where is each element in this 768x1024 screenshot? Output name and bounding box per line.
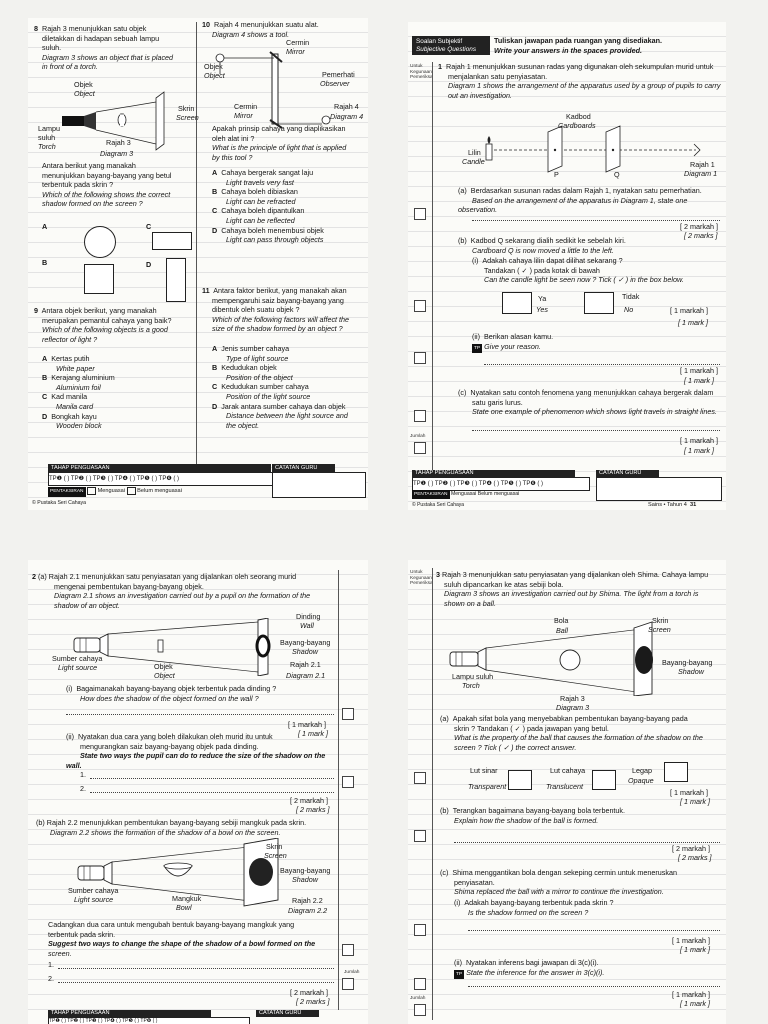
lbl-translucent: Translucent [546,782,584,791]
q9-option-b[interactable]: B Kerajang aluminium Aluminium foil [42,373,115,392]
q3b-markah: [ 2 markah ] [672,844,710,853]
q3b-mark-box[interactable] [414,830,426,842]
lbl-mangkuk: Mangkuk [172,894,202,903]
q2ai-marks: [ 1 mark ] [298,729,328,738]
worksheet-page-bottom-right [408,560,726,1024]
q8-stem-en2: shadow formed on the screen ? [42,199,143,209]
q8-lbl-diagram: Diagram 3 [100,149,134,158]
q2b-stem: Cadangkan dua cara untuk mengubah bentuk bayang-bayang mangkuk yang terbentuk pada skrin. Suggest two ways to change the shape of the shadow of a bowl formed on the screen. [48,920,316,958]
q11-text: 11 Antara faktor berikut, yang manakah akan mempengaruhi saiz bayang-bayang yang dibentuk oleh suatu objek ? Which of the following factors will affect the size of the shadow formed by an object ? [202,286,350,334]
q8-option-b-label[interactable]: B [42,258,48,267]
catatan-guru-bar: CATATAN GURU [256,1010,319,1017]
q1c-answer-line[interactable] [472,430,720,431]
q10-lbl-rajah: Rajah 4 [334,102,359,111]
q8-en2: in front of a torch. [42,62,98,72]
lbl-p: P [554,170,559,179]
column-divider [196,22,197,464]
q9-l2: merupakan pemantul cahaya yang baik? [42,315,172,325]
q8-lbl-skrin: Skrin [178,104,195,113]
instruction-en: Write your answers in the spaces provided. [494,46,643,55]
q3b-marks: [ 2 marks ] [678,853,712,862]
q2aii-answer-line-2[interactable] [90,792,334,793]
q8-option-c-label[interactable]: C [146,222,152,231]
q8-line2: diletakkan di hadapan sebuah lampu [42,33,160,43]
pentaksiran-row: PENTAKSIRAN Menguasai Belum menguasai [414,491,520,497]
q2ai-mark-box[interactable] [342,708,354,720]
q8-option-d-tall-rectangle[interactable] [166,258,186,302]
margin-divider [432,62,433,474]
q10-e1: Diagram 4 shows a tool. [212,29,290,39]
q1c-mark-box[interactable] [414,410,426,422]
lbl-diagram1: Diagram 1 [684,169,718,178]
lbl-light-source: Light source [58,663,98,672]
q1a-text: (a) Berdasarkan susunan radas dalam Rajah 1, nyatakan satu pemerhatian. Based on the arrangement of the apparatus in Diagram 1, state one observation. [458,186,702,215]
q10-option-c[interactable]: C Cahaya boleh dipantulkan Light can be reflected [212,206,305,225]
q8-stem3: terbentuk pada skrin ? [42,180,114,190]
lbl-candle: Candle [462,157,485,166]
torch-icon [78,866,104,880]
lbl-bayang: Bayang-bayang [662,658,713,667]
pentaksiran-row: PENTAKSIRAN Menguasai Belum menguasai [48,486,182,496]
q8-stem [42,161,194,209]
q3ci-mark-box[interactable] [414,924,426,936]
lbl-rajah1: Rajah 1 [690,160,715,169]
lbl-bayang: Bayang-bayang [280,638,331,647]
tahap-penguasaan-bar: TAHAP PENGUASAAN [48,464,271,472]
belum-menguasai-checkbox[interactable] [127,487,136,495]
q1-intro: 1 Rajah 1 menunjukkan susunan radas yang digunakan oleh sekumpulan murid untuk menjalankan satu penyiasatan. Diagram 1 shows the arrangement of the apparatus used by a group of pupils to carry out an investigation. [438,62,721,100]
q8-lbl-lampu: Lampu [38,124,60,133]
q9-e2: reflector of light ? [42,334,98,344]
q8-lbl-suluh: suluh [38,133,56,142]
jumlah-box[interactable] [414,442,426,454]
checkbox-opaque[interactable] [664,762,688,782]
screen-icon [156,92,164,150]
q10-lbl-pemerhati: Pemerhati [322,70,355,79]
lbl-bowl: Bowl [176,903,192,912]
q9-option-a[interactable]: A Kertas putih White paper [42,354,95,373]
lbl-rajah22: Rajah 2.2 [292,896,323,905]
q1bi-markah: [ 1 markah ] [670,306,708,315]
q3a-text: (a) Apakah sifat bola yang menyebabkan pembentukan bayang-bayang pada skrin ? Tandakan ( ✓ ) pada jawapan yang betul. What is the property of the ball that causes the formation of the shadow on the screen ? Tick ( ✓ ) the correct answer. [440,714,703,752]
q3ci-text: (i) Adakah bayang-bayang terbentuk pada skrin ? Is the shadow formed on the screen ? [454,898,614,917]
q8-number: 8 [34,24,38,33]
q8-lbl-objek: Objek [74,80,93,89]
q8-text [34,24,192,72]
q1bii-answer-line[interactable] [484,364,720,365]
q1bii-marks: [ 1 mark ] [684,376,714,385]
jumlah-box[interactable] [414,1004,426,1016]
q8-option-c-rectangle[interactable] [152,232,192,250]
lbl-lut-sinar: Lut sinar [470,766,498,775]
q9-e1: Which of the following objects is a good [42,325,168,335]
q3cii-text: (ii) Nyatakan inferens bagi jawapan di 3(c)(i). TP State the inference for the answer in 3(c)(i). [454,958,722,979]
q10-lbl-mirror2: Mirror [234,111,253,120]
lbl-objek: Objek [154,662,173,671]
q1c-marks: [ 1 mark ] [684,446,714,455]
q8-lbl-rajah: Rajah 3 [106,138,131,147]
tahap-penguasaan-bar: TAHAP PENGUASAAN [412,470,575,477]
margin-divider [432,568,433,1020]
lbl-bayang2: Bayang-bayang [280,866,331,875]
q2aii-n2: 2. [80,784,86,793]
q2b-intro: (b) Rajah 2.2 menunjukkan pembentukan bayang-bayang sebiji mangkuk pada skrin. Diagram 2.2 shows the formation of the shadow of a bowl on the screen. [36,818,307,837]
tp-level-checkboxes[interactable]: TP❶ ( ) TP❷ ( ) TP❸ ( ) TP❹ ( ) TP❺ ( ) TP❻ ( ) [412,477,590,491]
q2b-n1: 1. [48,960,54,969]
tahap-penguasaan-bar: TAHAP PENGUASAAN [48,1010,211,1017]
lbl-skrin: Skrin [266,842,283,851]
lbl-yes: Yes [536,305,548,314]
q2ai-text: (i) Bagaimanakah bayang-bayang objek terbentuk pada dinding ? How does the shadow of the object formed on the wall ? [66,684,277,703]
checkbox-translucent[interactable] [592,770,616,790]
q1a-markah: [ 2 markah ] [680,222,718,231]
margin-divider [338,570,339,1010]
q8-stem-en1: Which of the following shows the correct [42,189,171,199]
lbl-lilin: Lilin [468,148,481,157]
lbl-torch: Torch [462,681,480,690]
checkbox-no[interactable] [584,292,614,314]
ball-icon [560,650,580,670]
q1bi-mark-box[interactable] [414,300,426,312]
q10-number: 10 [202,20,210,29]
lbl-ya: Ya [538,294,547,303]
lbl-transparent: Transparent [468,782,507,791]
q8-line3: suluh. [42,43,62,53]
q3cii-marks: [ 1 mark ] [680,999,710,1008]
q9-number: 9 [34,306,38,315]
lbl-sumber2: Sumber cahaya [68,886,119,895]
q3a-marks: [ 1 mark ] [680,797,710,806]
lbl-rajah3: Rajah 3 [560,694,585,703]
examiner-use-tag: Untuk Kegunaan Pemeriksa [410,64,433,80]
q8-line1: Rajah 3 menunjukkan satu objek [42,24,147,33]
tp-tag: TP [472,344,482,354]
q3b-text: (b) Terangkan bagaimana bayang-bayang bola terbentuk. Explain how the shadow of the ball is formed. [440,806,626,825]
lbl-lut-cahaya: Lut cahaya [550,766,586,775]
q8-lbl-torch: Torch [38,142,56,151]
lbl-shadow: Shadow [292,647,318,656]
lbl-wall: Wall [300,621,314,630]
q10-option-b[interactable]: B Cahaya boleh dibiaskan Light can be refracted [212,187,298,206]
lbl-q: Q [614,170,620,179]
instruction-ms: Tuliskan jawapan pada ruangan yang disediakan. [494,36,663,45]
q1c-markah: [ 1 markah ] [680,436,718,445]
q9-text [34,306,194,344]
q10-text [202,20,366,39]
q8-lbl-object: Object [74,89,95,98]
q2aii-answer-line-1[interactable] [90,778,334,779]
q2aii-n1: 1. [80,770,86,779]
q3cii-mark-box[interactable] [414,978,426,990]
q2a-intro: 2 (a) Rajah 2.1 menunjukkan satu penyiasatan yang dijalankan oleh seorang murid mengenai pembentukan bayang-bayang objek. Diagram 2.1 shows an investigation carried out by a pupil on the formation of the shadow of an object. [32,572,311,610]
q11-options [212,344,366,430]
q3ci-markah: [ 1 markah ] [672,936,710,945]
q1bi-text: (i) Adakah cahaya lilin dapat dilihat sekarang ? Tandakan ( ✓ ) pada kotak di bawah Can the candle light be seen now ? Tick ( ✓ ) in the box below. [472,256,684,285]
checkbox-yes[interactable] [502,292,532,314]
q10-lbl-objek: Objek [204,62,223,71]
lbl-sumber: Sumber cahaya [52,654,103,663]
q8-diagram-torch-object-screen [34,78,194,160]
tp-tag: TP [454,970,464,980]
jumlah-box[interactable] [342,978,354,990]
worksheet-page-bottom-left [28,560,368,1024]
q2aii-mark-box[interactable] [342,776,354,788]
lbl-tidak: Tidak [622,292,640,301]
lbl-rajah21: Rajah 2.1 [290,660,321,669]
lbl-lampu-suluh: Lampu suluh [452,672,494,681]
q2b-answer-line-2[interactable] [58,982,334,983]
worksheet-page-top-left [28,18,368,510]
lbl-bola: Bola [554,616,569,625]
publisher-footer: © Pustaka Seri Cahaya [32,500,86,506]
q1bii-mark-box[interactable] [414,352,426,364]
tp-level-checkboxes[interactable]: TP❶ ( ) TP❷ ( ) TP❸ ( ) TP❹ ( ) TP❺ ( ) TP❻ ( ) [48,1017,250,1024]
checkbox-transparent[interactable] [508,770,532,790]
q1bi-marks: [ 1 mark ] [678,318,708,327]
q10-option-a[interactable]: A Cahaya bergerak sangat laju Light travels very fast [212,168,314,187]
q3cii-markah: [ 1 markah ] [672,990,710,999]
lbl-kadbod: Kadbod [566,112,591,121]
jumlah-label: Jumlah [410,434,426,439]
q9-option-c[interactable]: C Kad manila Manila card [42,392,94,411]
lbl-diagram22: Diagram 2.2 [288,906,328,915]
q2b-markah: [ 2 markah ] [290,988,328,997]
catatan-guru-box[interactable] [272,472,366,498]
lbl-shadow: Shadow [678,667,704,676]
q10-lbl-observer: Observer [320,79,350,88]
q10-option-d[interactable]: D Cahaya boleh menembusi objek Light can pass through objects [212,225,324,245]
q8-en1: Diagram 3 shows an object that is placed [42,52,174,62]
q3b-answer-line[interactable] [454,842,720,843]
q1a-answer-line[interactable] [472,220,720,221]
q11-option-d[interactable]: D Jarak antara sumber cahaya dan objek Distance between the light source and the object. [212,401,348,430]
q2aii-text: (ii) Nyatakan dua cara yang boleh dilakukan oleh murid itu untuk mengurangkan saiz bayang-bayang objek pada dinding. State two ways the pupil can do to reduce the size of the shadow on the wall. [66,732,326,770]
q11-number: 11 [202,286,210,295]
q8-option-a-label[interactable]: A [42,222,48,231]
jumlah-label: Jumlah [410,996,426,1001]
q1bii-markah: [ 1 markah ] [680,366,718,375]
q8-lbl-screen: Screen [176,113,199,122]
q11-option-b[interactable]: B Kedudukan objek Position of the object [212,363,293,382]
q8-option-b-square[interactable] [84,264,114,294]
lbl-opaque: Opaque [628,776,654,785]
q2b-mark-box[interactable] [342,944,354,956]
lbl-dinding: Dinding [296,612,321,621]
q10-l1: Rajah 4 menunjukkan suatu alat. [214,20,319,29]
lbl-no: No [624,305,634,314]
lbl-diagram21: Diagram 2.1 [286,671,326,680]
q3-intro: 3 Rajah 3 menunjukkan satu penyiasatan yang dijalankan oleh Shima. Cahaya lampu suluh dipancarkan ke atas sebiji bola. Diagram 3 shows an investigation carried out by Shima. The light from a torch is shown on a ball. [436,570,709,608]
diagram21-torch-object-wall [68,618,288,676]
torch-icon [450,652,478,666]
jumlah-label: Jumlah [344,970,360,975]
bowl-shadow-icon [249,858,273,886]
q10-lbl-diagram: Diagram 4 [330,112,364,121]
q11-option-c[interactable]: C Kedudukan sumber cahaya Position of the light source [212,382,311,401]
q10-lbl-mirror: Mirror [286,47,305,56]
lbl-screen: Screen [648,625,671,634]
menguasai-checkbox[interactable] [87,487,96,495]
q1a-mark-box[interactable] [414,208,426,220]
q3a-mark-box[interactable] [414,772,426,784]
tp-level-checkboxes[interactable]: TP❶ ( ) TP❷ ( ) TP❸ ( ) TP❹ ( ) TP❺ ( ) TP❻ ( ) [48,472,278,486]
q8-stem1: Antara berikut yang manakah [42,161,136,170]
lbl-cardboards: Cardboards [558,121,596,130]
q3cii-answer-line[interactable] [468,986,720,987]
q2ai-markah: [ 1 markah ] [288,720,326,729]
publisher-footer: © Pustaka Seri Cahaya [412,502,465,508]
lbl-ball: Ball [556,626,568,635]
q9-l1: Antara objek berikut, yang manakah [41,306,157,315]
q3c-text: (c) Shima menggantikan bola dengan sekeping cermin untuk meneruskan penyiasatan. Shima replaced the ball with a mirror to continue the investigation. [440,868,677,897]
q3a-markah: [ 1 markah ] [670,788,708,797]
q10-lbl-object: Object [204,71,225,80]
ring-shadow-icon [257,636,269,656]
subjective-questions-header: Soalan Subjektif Subjective Questions [412,36,490,55]
lbl-object: Object [154,671,175,680]
q10-stem: Apakah prinsip cahaya yang diaplikasikan oleh alat ini ? What is the principle of light that is applied by this tool ? [212,124,347,162]
catatan-guru-bar: CATATAN GURU [596,470,659,477]
catatan-guru-box[interactable] [596,477,722,501]
q2ai-answer-line[interactable] [66,714,334,715]
torch-icon [74,638,100,652]
q10-lbl-cermin: Cermin [286,38,310,47]
q2aii-markah: [ 2 markah ] [290,796,328,805]
lbl-light-source2: Light source [74,895,114,904]
q1bii-text: (ii) Berikan alasan kamu. TP Give your reason. [472,332,720,353]
examiner-use-tag: Untuk Kegunaan Pemeriksa [410,570,433,586]
lbl-skrin: Skrin [652,616,669,625]
lbl-legap: Legap [632,766,652,775]
q3ci-marks: [ 1 mark ] [680,945,710,954]
worksheet-page-top-right [408,22,726,510]
ball-shadow-icon [635,646,653,674]
q10-options [212,168,366,245]
q2b-answer-line-1[interactable] [58,968,334,969]
catatan-guru-bar: CATATAN GURU [272,464,335,472]
q3ci-answer-line[interactable] [468,930,720,931]
q8-stem2: menunjukkan bayang-bayang yang betul [42,170,172,180]
q2b-n2: 2. [48,974,54,983]
lbl-diagram3: Diagram 3 [556,703,590,712]
q11-option-a[interactable]: A Jenis sumber cahaya Type of light source [212,344,290,363]
observer-eye-icon [322,116,330,124]
lbl-screen: Screen [264,851,287,860]
torch-icon [62,116,84,126]
q1b-text: (b) Kadbod Q sekarang dialih sedikit ke sebelah kiri. Cardboard Q is now moved a little to the left. [458,236,626,255]
lamp-object-icon [216,54,224,62]
q1c-text: (c) Nyatakan satu contoh fenomena yang menunjukkan cahaya bergerak dalam satu garis lurus. State one example of phenomenon which shows light travels in straight lines. [458,388,717,417]
q2aii-marks: [ 2 marks ] [296,805,330,814]
q9-option-d[interactable]: D Bongkah kayu Wooden block [42,411,102,431]
object-icon [158,640,163,652]
q8-option-a-circle[interactable] [84,226,116,258]
q10-lbl-cermin2: Cermin [234,102,258,111]
q9-options [42,354,192,431]
q2b-marks: [ 2 marks ] [296,997,330,1006]
page-footer: Sains • Tahun 4 31 [648,502,697,508]
q1a-marks: [ 2 marks ] [684,231,718,240]
lbl-shadow2: Shadow [292,875,318,884]
q8-option-d-label[interactable]: D [146,260,152,269]
candle-icon [486,144,492,160]
